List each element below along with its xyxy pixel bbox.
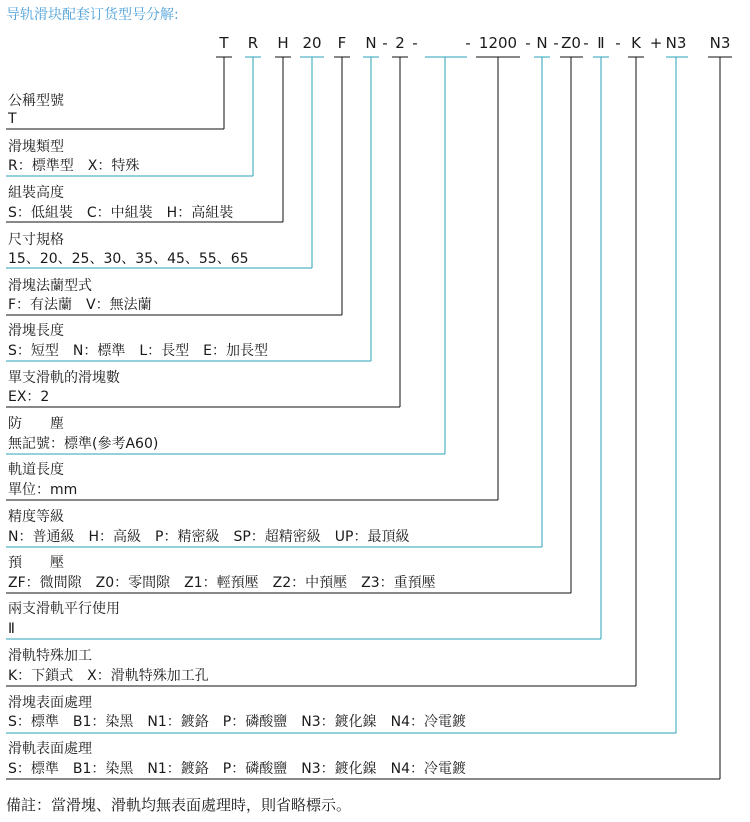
section-desc-block-surface: S：標準 B1：染黑 N1：鍍鉻 P：磷酸鹽 N3：鍍化鎳 N4：冷電鍍 — [8, 714, 466, 730]
code-rail-length: 1200 — [478, 34, 518, 52]
code-length: N — [365, 34, 377, 52]
section-desc-block-count: EX：2 — [8, 389, 50, 405]
code-t: T — [219, 34, 229, 52]
section-desc-block-type: R：標準型 X：特殊 — [8, 158, 140, 174]
section-title-rail-surface: 滑軌表面處理 — [8, 741, 92, 757]
code-block-surface: N3 — [665, 34, 687, 52]
section-title-rail-special: 滑軌特殊加工 — [8, 648, 92, 664]
code-rail-surface: N3 — [709, 34, 731, 52]
separator: - — [615, 34, 621, 52]
section-title-dust: 防 塵 — [8, 416, 64, 432]
section-desc-model: T — [8, 111, 17, 127]
code-size: 20 — [302, 34, 322, 52]
section-desc-size: 15、20、25、30、35、45、55、65 — [8, 251, 249, 267]
footer-note: 備註：當滑塊、滑軌均無表面處理時，則省略標示。 — [6, 796, 352, 814]
code-special: K — [631, 34, 641, 52]
section-desc-rail-surface: S：標準 B1：染黑 N1：鍍鉻 P：磷酸鹽 N3：鍍化鎳 N4：冷電鍍 — [8, 761, 466, 777]
page-title: 导轨滑块配套订货型号分解: — [6, 7, 179, 23]
section-title-block-type: 滑塊類型 — [8, 139, 64, 155]
code-preload: Z0 — [561, 34, 581, 52]
section-title-preload: 預 壓 — [8, 555, 64, 571]
separator: - — [583, 34, 589, 52]
section-desc-dust: 無記號：標準(參考A60) — [8, 436, 159, 452]
separator: - — [382, 34, 388, 52]
section-desc-accuracy: N：普通級 H：高級 P：精密級 SP：超精密級 UP：最頂級 — [8, 529, 410, 545]
code-parallel: Ⅱ — [597, 34, 605, 52]
section-title-model: 公稱型號 — [8, 93, 64, 109]
section-title-block-surface: 滑塊表面處理 — [8, 695, 92, 711]
section-title-accuracy: 精度等級 — [8, 509, 64, 525]
code-flange: F — [337, 34, 347, 52]
section-title-size: 尺寸規格 — [8, 232, 64, 248]
code-r: R — [247, 34, 259, 52]
section-title-block-count: 單支滑軌的滑塊數 — [8, 370, 120, 386]
section-title-flange: 滑塊法蘭型式 — [8, 278, 92, 294]
section-title-height: 組裝高度 — [8, 185, 64, 201]
separator: - — [525, 34, 531, 52]
section-desc-flange: F：有法蘭 V：無法蘭 — [8, 297, 152, 313]
section-desc-block-length: S：短型 N：標準 L：長型 E：加長型 — [8, 343, 269, 359]
section-title-rail-length: 軌道長度 — [8, 462, 64, 478]
code-block-count: 2 — [395, 34, 405, 52]
section-desc-rail-length: 單位：mm — [8, 482, 78, 498]
section-title-parallel: 兩支滑軌平行使用 — [8, 601, 120, 617]
section-desc-preload: ZF：微間隙 Z0：零間隙 Z1：輕預壓 Z2：中預壓 Z3：重預壓 — [8, 575, 436, 591]
code-h: H — [277, 34, 289, 52]
section-title-block-length: 滑塊長度 — [8, 323, 64, 339]
separator: - — [465, 34, 471, 52]
code-accuracy: N — [536, 34, 548, 52]
separator: + — [649, 34, 663, 52]
section-desc-parallel: Ⅱ — [8, 621, 15, 637]
section-desc-rail-special: K：下鎖式 X：滑軌特殊加工孔 — [8, 668, 209, 684]
separator: - — [412, 34, 418, 52]
separator: - — [553, 34, 559, 52]
section-desc-height: S：低組裝 C：中組裝 H：高組裝 — [8, 205, 234, 221]
